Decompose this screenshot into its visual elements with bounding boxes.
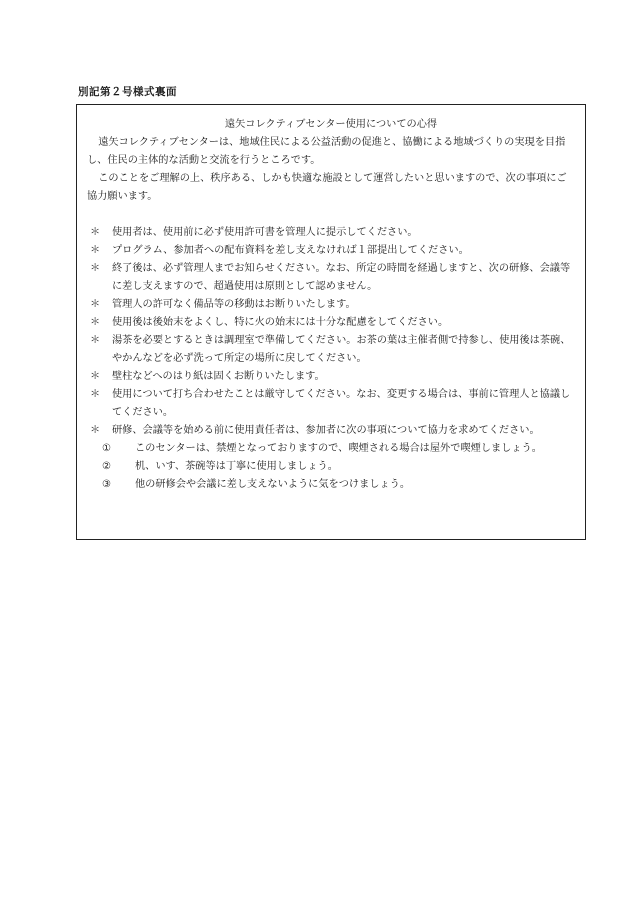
rule-text: プログラム、参加者への配布資料を差し支えなければ１部提出してください。 <box>112 245 469 256</box>
asterisk-mark: ＊ <box>90 425 101 436</box>
rule-text: 終了後は、必ず管理人までお知らせください。なお、所定の時間を経過しますと、次の研修、会議等に差し支えますので、超過使用は原則として認めません。 <box>112 263 571 292</box>
asterisk-mark: ＊ <box>90 227 101 238</box>
rule-item <box>87 422 575 440</box>
rule-text: 使用について打ち合わせたことは厳守してください。なお、変更する場合は、事前に管理人と協議してください。 <box>112 389 571 418</box>
request-paragraph: このことをご理解の上、秩序ある、しかも快適な施設として運営したいと思いますので、次の事項にご協力願います。 <box>87 173 567 202</box>
rule-item <box>87 260 575 296</box>
rule-text: 研修、会議等を始める前に使用責任者は、参加者に次の事項について協力を求めてください。 <box>112 425 540 436</box>
guidelines-box <box>76 104 586 540</box>
rule-text: 使用後は後始末をよくし、特に火の始末には十分な配慮をしてください。 <box>112 317 449 328</box>
rule-item <box>87 332 575 368</box>
participant-rules-list <box>87 440 575 494</box>
rule-text: 管理人の許可なく備品等の移動はお断りいたします。 <box>112 299 356 310</box>
intro-paragraph: 遠矢コレクティブセンターは、地域住民による公益活動の促進と、協働による地域づくりの実現を目指し、住民の主体的な活動と交流を行うところです。 <box>87 137 566 166</box>
rule-text: 壁柱などへのはり紙は固くお断りいたします。 <box>112 371 325 382</box>
participant-rule-text: このセンターは、禁煙となっておりますので、喫煙される場合は屋外で喫煙しましょう。 <box>135 443 542 454</box>
participant-rule-text: 他の研修会や会議に差し支えないように気をつけましょう。 <box>135 479 411 490</box>
blank-line <box>87 206 575 224</box>
rule-item <box>87 368 575 386</box>
asterisk-mark: ＊ <box>90 371 101 382</box>
participant-rule-item <box>87 440 575 458</box>
participant-rule-text: 机、いす、茶碗等は丁寧に使用しましょう。 <box>135 461 338 472</box>
circled-number: ③ <box>102 479 112 490</box>
asterisk-mark: ＊ <box>90 245 101 256</box>
rule-item <box>87 242 575 260</box>
participant-rule-item <box>87 458 575 476</box>
circled-number: ① <box>102 443 112 454</box>
rules-list <box>87 224 575 440</box>
asterisk-mark: ＊ <box>90 263 101 274</box>
document-title: 遠矢コレクティブセンター使用についての心得 <box>224 119 438 130</box>
rule-item <box>87 296 575 314</box>
rule-text: 湯茶を必要とするときは調理室で準備してください。お茶の葉は主催者側で持参し、使用後は茶碗、やかんなどを必ず洗って所定の場所に戻してください。 <box>112 335 571 364</box>
rule-item <box>87 224 575 242</box>
rule-item <box>87 314 575 332</box>
asterisk-mark: ＊ <box>90 299 101 310</box>
asterisk-mark: ＊ <box>90 389 101 400</box>
asterisk-mark: ＊ <box>90 335 101 346</box>
participant-rule-item <box>87 476 575 494</box>
circled-number: ② <box>102 461 112 472</box>
asterisk-mark: ＊ <box>90 317 101 328</box>
rule-item <box>87 386 575 422</box>
rule-text: 使用者は、使用前に必ず使用許可書を管理人に提示してください。 <box>112 227 418 238</box>
form-number-label: 別記第２号様式裏面 <box>78 86 177 98</box>
